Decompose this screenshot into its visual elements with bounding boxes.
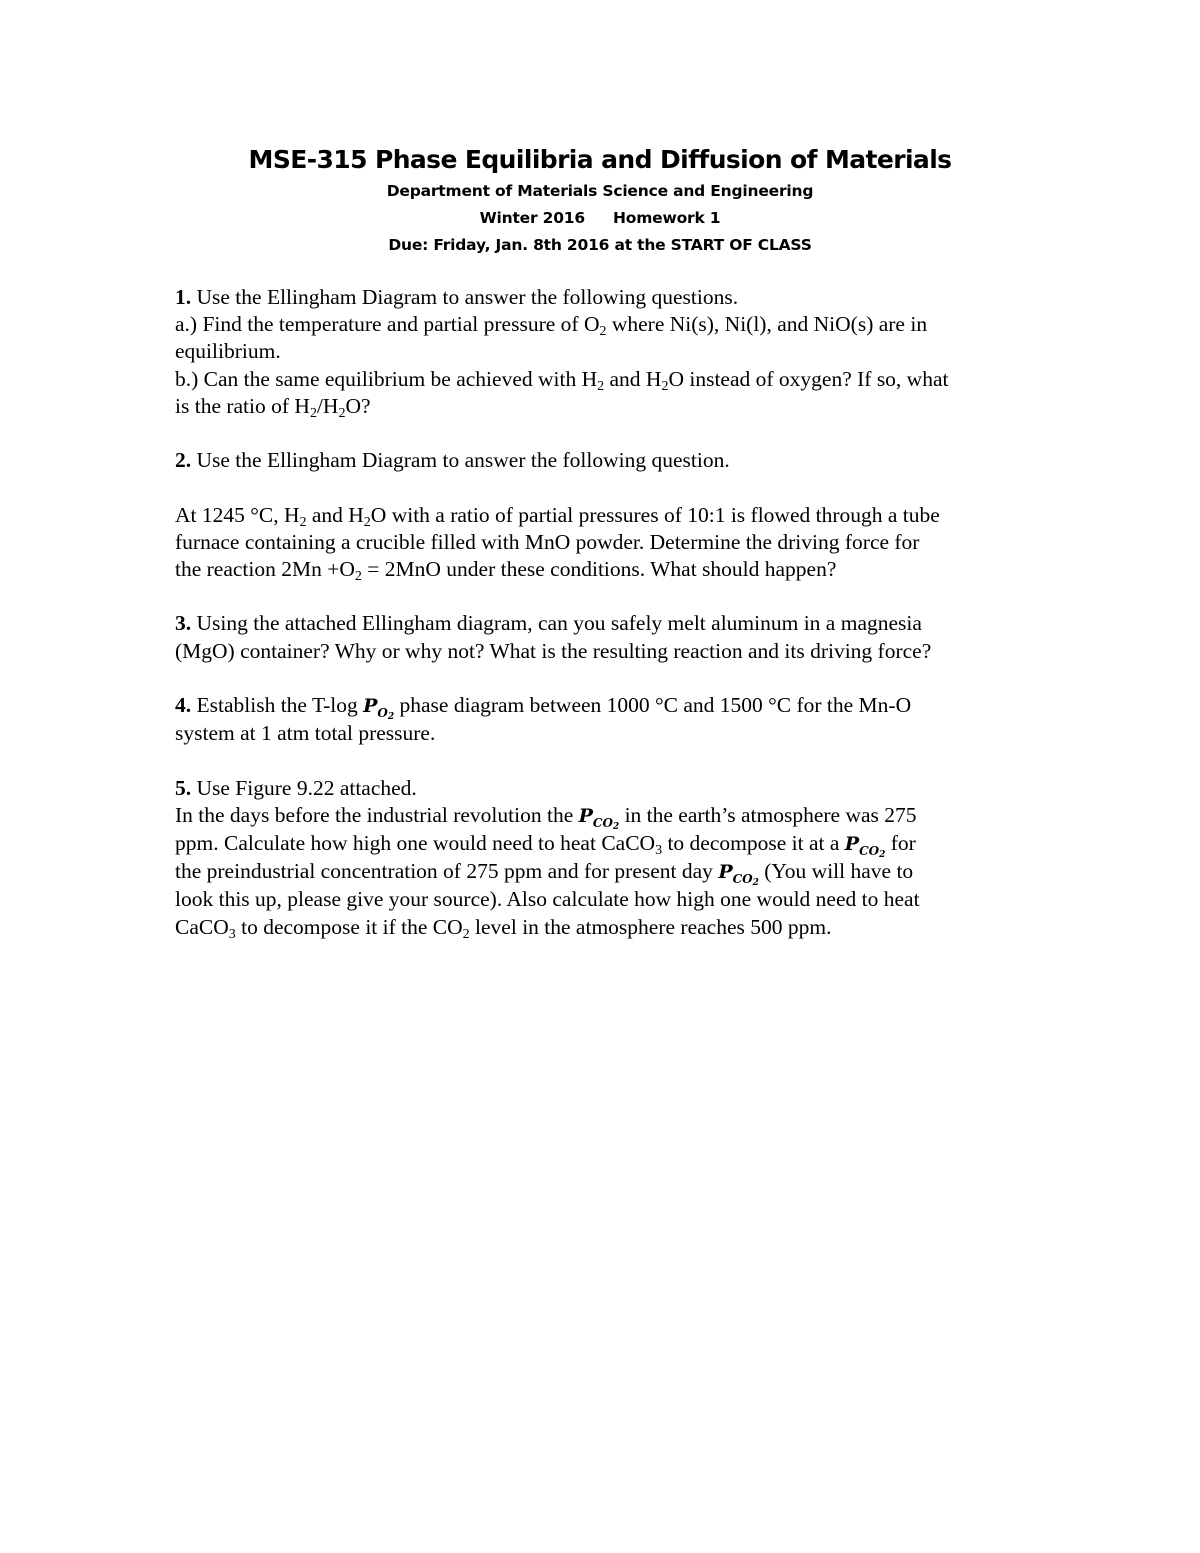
question-3-line-1: 3. Using the attached Ellingham diagram, can you safely melt aluminum in a magnesia: [175, 611, 922, 636]
question-number: 4.: [175, 692, 192, 717]
document-header: [0, 142, 1200, 259]
question-5-line-3: the preindustrial concentration of 275 ppm and for present day $P_{CO_2}$ (You will have to: [175, 859, 914, 889]
question-number: 3.: [175, 611, 192, 636]
term-line: [0, 205, 1200, 232]
question-1b-cont: is the ratio of $H_2/H_2O$?: [175, 393, 371, 421]
question-2-line-2: furnace containing a crucible filled with MnO powder. Determine the driving force for: [175, 529, 920, 554]
question-5: [175, 775, 1055, 941]
question-1a: a.) Find the temperature and partial pressure of $O_2$ where Ni(s), Ni(l), and NiO(s) are in: [175, 312, 928, 340]
question-5-line-5: CaCO$_3$ to decompose it if the $CO_2$ level in the atmosphere reaches 500 ppm.: [175, 914, 832, 942]
p-co2-symbol: $P_{CO_2}$: [718, 861, 759, 889]
question-1-intro: 1. Use the Ellingham Diagram to answer the following questions.: [175, 285, 739, 309]
question-1a-cont: equilibrium.: [175, 339, 281, 364]
question-5-line-2: ppm. Calculate how high one would need to heat CaCO$_3$ to decompose it at a $P_{CO_2}$ for: [175, 830, 916, 860]
spacer: [175, 583, 1055, 610]
question-5-line-1: In the days before the industrial revolution the $P_{CO_2}$ in the earth’s atmosphere was 275: [175, 802, 917, 832]
question-5-line-4: look this up, please give your source). Also calculate how high one would need to heat: [175, 887, 920, 912]
p-o2-symbol: $P_{O_2}$: [363, 694, 395, 722]
term: Winter 2016: [479, 209, 585, 227]
question-4-line-2: system at 1 atm total pressure.: [175, 721, 436, 746]
question-5-line-0: 5. Use Figure 9.22 attached.: [175, 775, 417, 800]
homework-number: Homework 1: [612, 209, 721, 227]
question-2-intro: 2. Use the Ellingham Diagram to answer the following question.: [175, 448, 730, 473]
spacer: [175, 420, 1055, 447]
department-line: Department of Materials Science and Engineering: [386, 182, 814, 200]
p-co2-symbol: $P_{CO_2}$: [844, 832, 886, 860]
question-number: 2.: [175, 448, 192, 473]
p-co2-symbol: $P_{CO_2}$: [578, 804, 620, 832]
question-1: [175, 284, 1055, 420]
question-2-line-1: At 1245 °C, $H_2$ and $H_2O$ with a ratio of partial pressures of 10:1 is flowed through a tube: [175, 502, 940, 530]
question-1b: b.) Can the same equilibrium be achieved with $H_2$ and $H_2O$ instead of oxygen? If so, what: [175, 366, 949, 394]
spacer: [175, 747, 1055, 774]
due-date: Due: Friday, Jan. 8th 2016 at the START OF CLASS: [388, 236, 812, 254]
question-number: 5.: [175, 775, 192, 800]
question-3: [175, 610, 1055, 664]
question-3-line-2: (MgO) container? Why or why not? What is the resulting reaction and its driving force?: [175, 638, 932, 663]
spacer: [175, 474, 1055, 501]
question-2: [175, 447, 1055, 583]
question-2-line-3: the reaction $2Mn +O_2 = 2MnO$ under these conditions. What should happen?: [175, 557, 837, 584]
question-number: 1.: [175, 285, 192, 309]
document-body: [175, 284, 1055, 941]
question-4: [175, 692, 1055, 747]
course-title: MSE-315 Phase Equilibria and Diffusion of Materials: [248, 145, 952, 174]
question-4-line-1: 4. Establish the T-log $P_{O_2}$ phase diagram between 1000 °C and 1500 °C for the Mn-O: [175, 692, 912, 722]
spacer: [175, 665, 1055, 692]
